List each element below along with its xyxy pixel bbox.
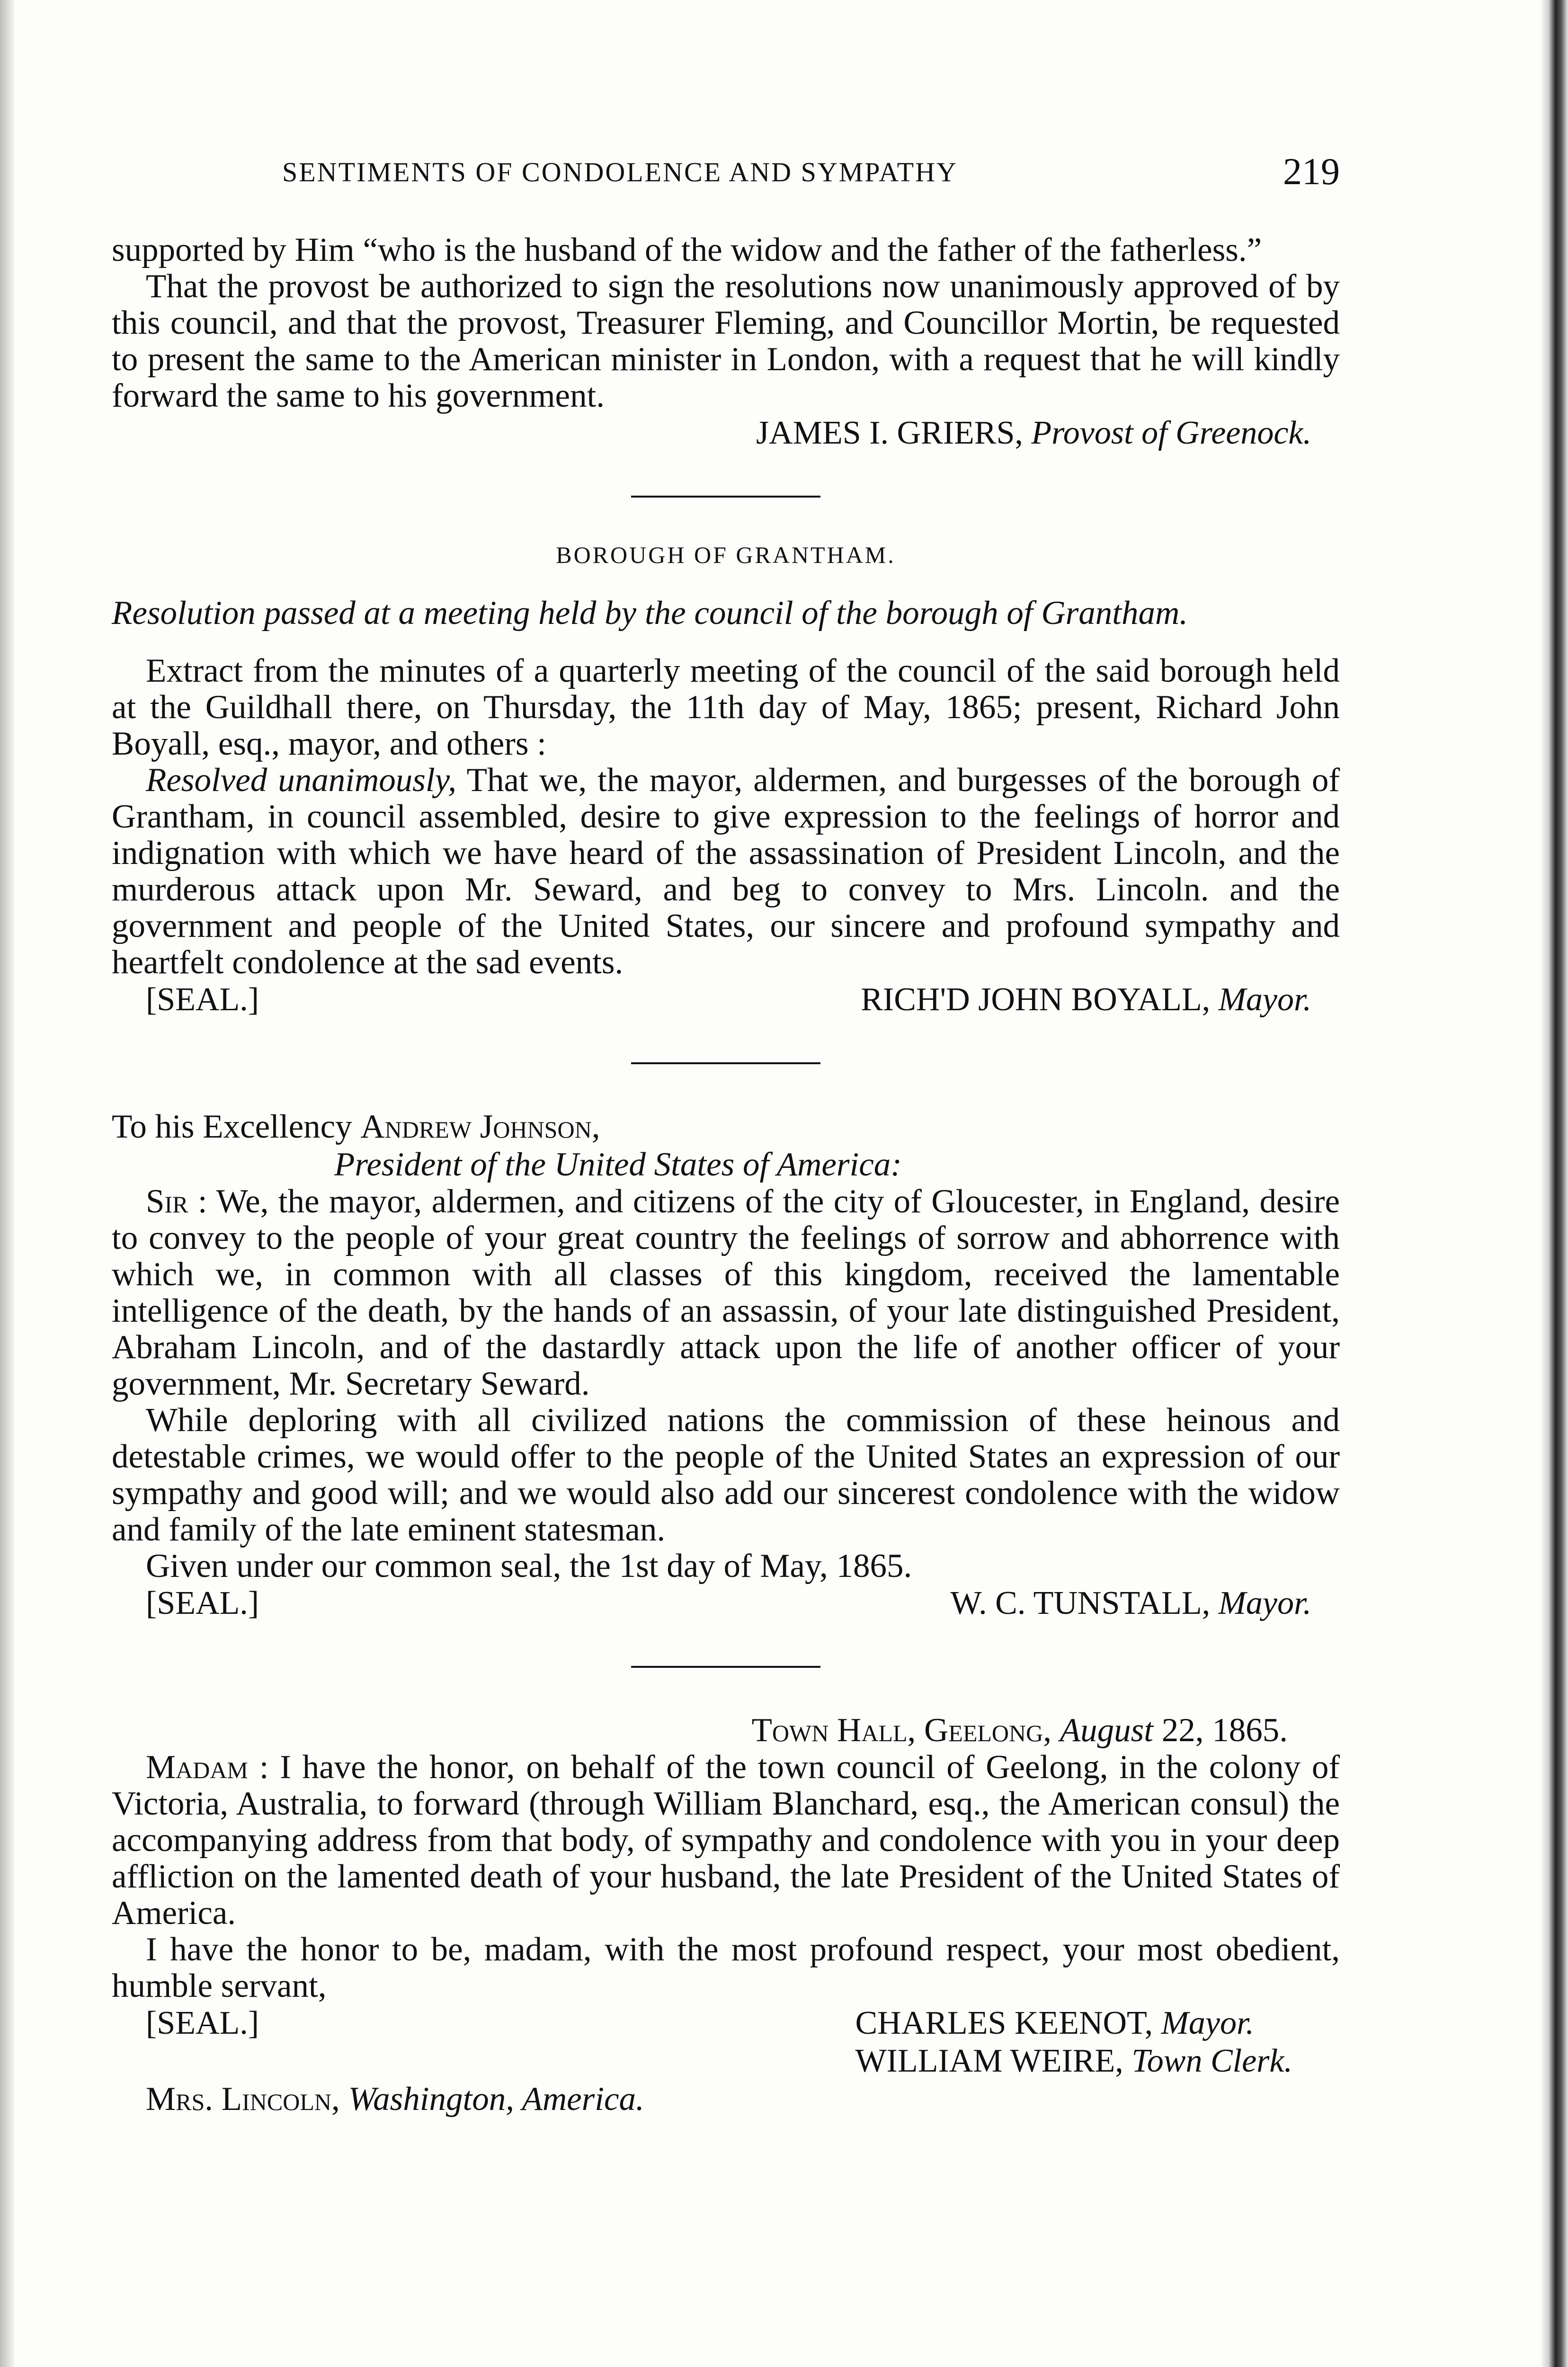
- gloucester-addressee: [112, 1108, 1340, 1146]
- geelong-letter: [112, 1711, 1340, 2118]
- geelong-salutation: Madam :: [146, 1749, 269, 1786]
- book-binding-edge: [1541, 0, 1568, 2367]
- gloucester-paragraph-1: [112, 1184, 1340, 1402]
- gloucester-addressee-title-text: President of the United States of America:: [334, 1146, 902, 1183]
- geelong-addressee: [112, 2080, 1340, 2118]
- gloucester-paragraph-2: While deploring with all civilized nations the commission of these heinous and detestable crimes, we would offer to the people of the United States an expression of our sympathy and good will; and we would also add our sincerest condolence with the widow and family of the late eminent statesman.: [112, 1402, 1340, 1548]
- gloucester-addressee-name: Andrew Johnson,: [360, 1108, 600, 1145]
- geelong-dateline: [112, 1711, 1340, 1749]
- grantham-resolved-text: That we, the mayor, aldermen, and burgesses of the borough of Grantham, in council assembled, desire to give expression to the feelings of horror and indignation with which we have heard of the assassination of President Lincoln, and the murderous attack upon Mr. Seward, and beg to convey to Mrs. Lincoln. and the government and people of the United States, our sincere and profound sympathy and heartfelt condolence at the sad events.: [112, 762, 1340, 981]
- geelong-signature-block: [112, 2004, 1340, 2080]
- gloucester-signatory-name: W. C. TUNSTALL,: [950, 1585, 1211, 1621]
- page-number: 219: [1283, 151, 1340, 193]
- greenock-signature: [112, 414, 1340, 452]
- gloucester-addressee-prefix: To his Excellency: [112, 1108, 352, 1145]
- geelong-mayor-name: CHARLES KEENOT,: [855, 2005, 1153, 2041]
- grantham-seal: [SEAL.]: [146, 981, 259, 1018]
- section-divider: [631, 1062, 820, 1064]
- geelong-place: Town Hall, Geelong,: [751, 1712, 1052, 1749]
- page-edge-shadow-left: [0, 0, 14, 2367]
- gloucester-salutation: Sir :: [146, 1183, 207, 1220]
- running-title: SENTIMENTS OF CONDOLENCE AND SYMPATHY: [282, 157, 958, 187]
- grantham-paragraph-2: [112, 762, 1340, 981]
- gloucester-addressee-title: [112, 1146, 1340, 1184]
- gloucester-paragraph-1-text: We, the mayor, aldermen, and citizens of the city of Gloucester, in England, desire to convey to the people of your great country the feelings of sorrow and abhorrence with which we, in common with all classes of this kingdom, received the lamentable intelligence of the death, by the hands of an assassin, of your late distinguished President, Abraham Lincoln, and of the dastardly attack upon the life of another officer of your government, Mr. Secretary Seward.: [112, 1183, 1340, 1402]
- geelong-paragraph-2: I have the honor to be, madam, with the most profound respect, your most obedient, humble servant,: [112, 1931, 1340, 2004]
- greenock-paragraph-1: supported by Him “who is the husband of the widow and the father of the fatherless.”: [112, 231, 1262, 268]
- geelong-paragraph-1-text: I have the honor, on behalf of the town council of Geelong, in the colony of Victoria, Australia, to forward (through William Blanchard, esq., the American consul) the accompanying address from that body, of sympathy and condolence with you in your deep affliction on the lamented death of your husband, the late President of the United States of America.: [112, 1749, 1340, 1931]
- grantham-signature: [861, 981, 1311, 1019]
- grantham-resolution: [112, 541, 1340, 1019]
- gloucester-signature-line: [112, 1584, 1340, 1622]
- grantham-signatory-name: RICH'D JOHN BOYALL,: [861, 981, 1211, 1018]
- geelong-signatory-1: [855, 2004, 1292, 2042]
- grantham-title: [112, 594, 1340, 632]
- running-header: [112, 151, 1340, 203]
- greenock-paragraph-2: That the provost be authorized to sign the resolutions now unanimously approved of by this council, and that the provost, Treasurer Fleming, and Councillor Mortin, be requested to present the same to the American minister in London, with a request that he will kindly forward the same to his government.: [112, 268, 1340, 414]
- geelong-paragraph-1: [112, 1749, 1340, 1931]
- gloucester-signature: [951, 1584, 1311, 1622]
- section-divider: [631, 1666, 820, 1668]
- geelong-clerk-title: Town Clerk.: [1131, 2043, 1292, 2079]
- gloucester-seal: [SEAL.]: [146, 1585, 259, 1621]
- grantham-signatory-title: Mayor.: [1218, 981, 1311, 1018]
- greenock-resolution: [112, 232, 1340, 452]
- gloucester-signatory-title: Mayor.: [1218, 1585, 1311, 1621]
- geelong-addressee-name: Mrs. Lincoln,: [146, 2081, 340, 2118]
- grantham-title-text: Resolution passed at a meeting held by the council of the borough of Grantham.: [112, 595, 1188, 632]
- grantham-signature-line: [112, 981, 1340, 1019]
- grantham-heading: BOROUGH OF GRANTHAM.: [556, 542, 896, 568]
- gloucester-address: [112, 1108, 1340, 1622]
- grantham-resolved-lead: Resolved unanimously,: [146, 762, 456, 799]
- geelong-clerk-name: WILLIAM WEIRE,: [855, 2043, 1123, 2079]
- geelong-signatories: [855, 2004, 1340, 2080]
- geelong-seal: [SEAL.]: [146, 2005, 259, 2041]
- section-divider: [631, 496, 820, 498]
- greenock-signatory-name: JAMES I. GRIERS,: [756, 415, 1023, 451]
- greenock-signatory-title: Provost of Greenock.: [1031, 415, 1311, 451]
- geelong-mayor-title: Mayor.: [1161, 2005, 1254, 2041]
- gloucester-paragraph-3: Given under our common seal, the 1st day of May, 1865.: [146, 1548, 912, 1584]
- page-content: [112, 232, 1340, 2118]
- geelong-addressee-place: Washington, America.: [348, 2081, 644, 2118]
- geelong-signatory-2: [855, 2042, 1292, 2080]
- geelong-month: August: [1060, 1712, 1153, 1749]
- geelong-date: 22, 1865.: [1161, 1712, 1288, 1749]
- grantham-paragraph-1: Extract from the minutes of a quarterly meeting of the council of the said borough held at the Guildhall there, on Thursday, the 11th day of May, 1865; present, Richard John Boyall, esq., mayor, and others :: [112, 652, 1340, 762]
